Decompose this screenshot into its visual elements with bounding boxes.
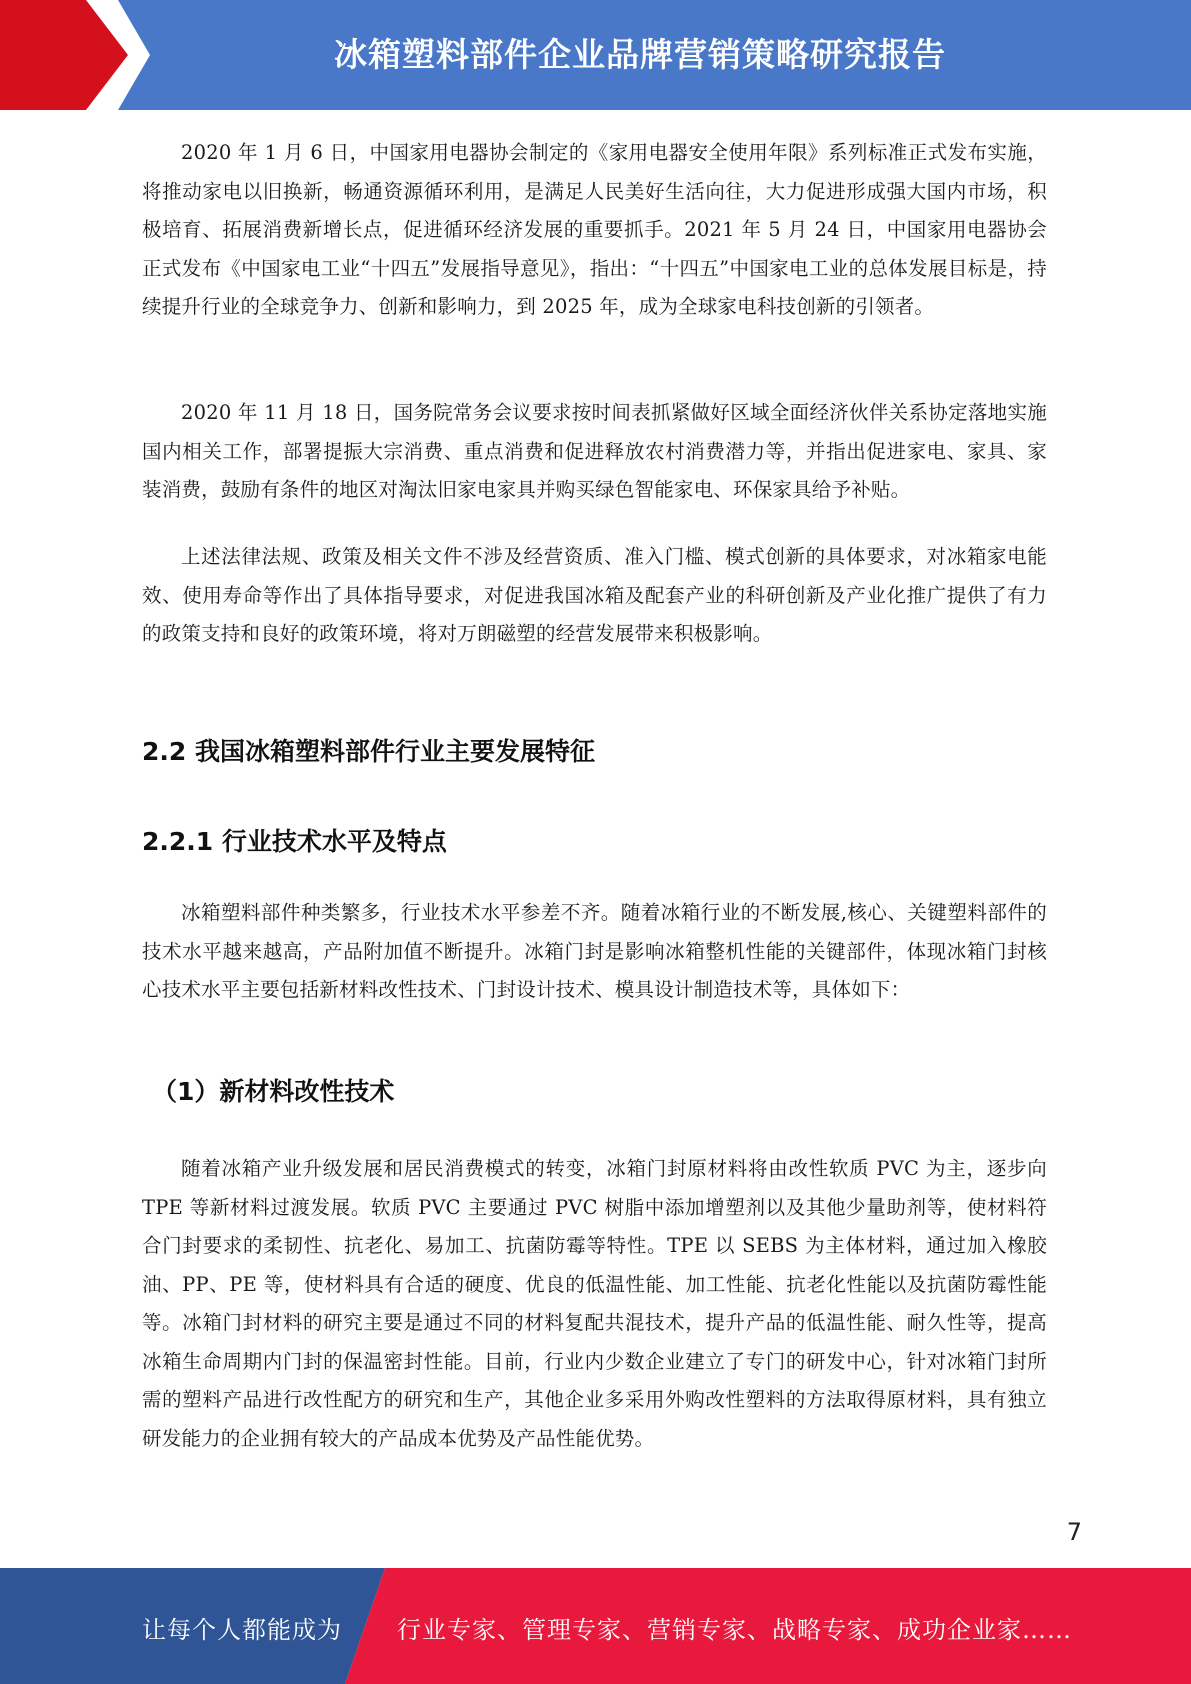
section-heading: 2.2 我国冰箱塑料部件行业主要发展特征 (142, 737, 595, 766)
paragraph-2: 2020 年 11 月 18 日，国务院常务会议要求按时间表抓紧做好区域全面经济伙伴关系协定落地实施国内相关工作，部署提振大宗消费、重点消费和促进释放农村消费潜力等，并指出促进家电、家具、家装消费，鼓励有条件的地区对淘汰旧家电家具并购买绿色智能家电、环保家具给予补贴。 (142, 401, 1047, 501)
report-title: 冰箱塑料部件企业品牌营销策略研究报告 (334, 35, 946, 74)
page-number: 7 (1066, 1518, 1082, 1546)
footer-slogan-right: 行业专家、管理专家、营销专家、战略专家、成功企业家…… (397, 1616, 1072, 1644)
paragraph-5: 随着冰箱产业升级发展和居民消费模式的转变，冰箱门封原材料将由改性软质 PVC 为主，逐步向 TPE 等新材料过渡发展。软质 PVC 主要通过 PVC 树脂中添加增塑剂以及其他少量助剂等，使材料符合门封要求的柔韧性、抗老化、易加工、抗菌防霉等特性。TPE 以 SEBS 为主体材料，通过加入橡胶油、PP、PE 等，使材料具有合适的硬度、优良的低温性能、加工性能、抗老化性能以及抗菌防霉性能等。冰箱门封材料的研究主要是通过不同的材料复配共混技术，提升产品的低温性能、耐久性等，提高冰箱生命周期内门封的保温密封性能。目前，行业内少数企业建立了专门的研发中心，针对冰箱门封所需的塑料产品进行改性配方的研究和生产，其他企业多采用外购改性塑料的方法取得原材料，具有独立研发能力的企业拥有较大的产品成本优势及产品性能优势。 (142, 1157, 1047, 1450)
header-bar (0, 0, 1191, 110)
subsection-heading: 2.2.1 行业技术水平及特点 (142, 827, 447, 856)
paragraph-3: 上述法律法规、政策及相关文件不涉及经营资质、准入门槛、模式创新的具体要求，对冰箱家电能效、使用寿命等作出了具体指导要求，对促进我国冰箱及配套产业的科研创新及产业化推广提供了有力的政策支持和良好的政策环境，将对万朗磁塑的经营发展带来积极影响。 (142, 545, 1047, 645)
footer-slogan-left: 让每个人都能成为 (142, 1616, 342, 1644)
paragraph-4: 冰箱塑料部件种类繁多，行业技术水平参差不齐。随着冰箱行业的不断发展,核心、关键塑料部件的技术水平越来越高，产品附加值不断提升。冰箱门封是影响冰箱整机性能的关键部件，体现冰箱门封核心技术水平主要包括新材料改性技术、门封设计技术、模具设计制造技术等，具体如下： (142, 901, 1047, 1001)
item-heading: （1）新材料改性技术 (152, 1077, 395, 1106)
paragraph-1: 2020 年 1 月 6 日，中国家用电器协会制定的《家用电器安全使用年限》系列标准正式发布实施，将推动家电以旧换新，畅通资源循环利用，是满足人民美好生活向往，大力促进形成强大国内市场，积极培育、拓展消费新增长点，促进循环经济发展的重要抓手。2021 年 5 月 24 日，中国家用电器协会正式发布《中国家电工业“十四五”发展指导意见》，指出：“十四五”中国家电工业的总体发展目标是，持续提升行业的全球竞争力、创新和影响力，到 2025 年，成为全球家电科技创新的引领者。 (142, 141, 1047, 318)
